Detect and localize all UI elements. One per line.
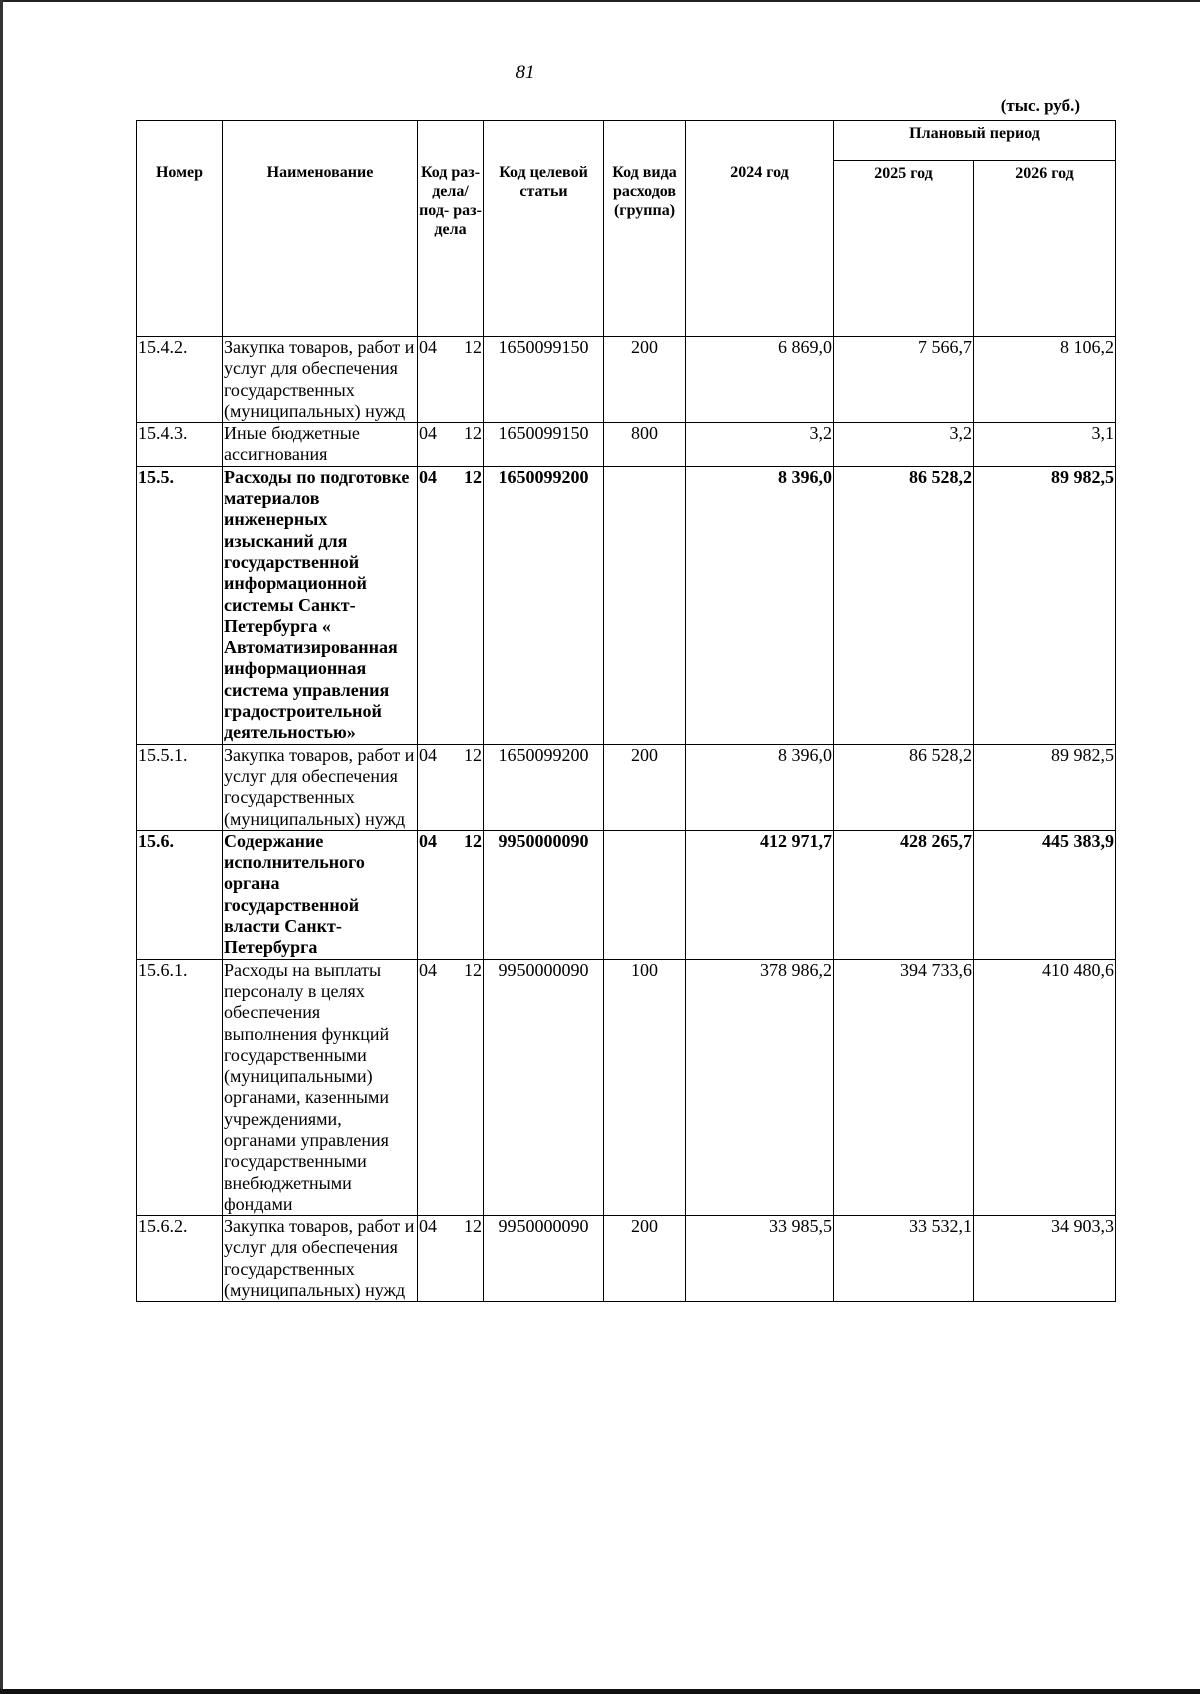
row-amount-2025: 394 733,6 bbox=[834, 959, 974, 1216]
row-amount-2025: 86 528,2 bbox=[834, 466, 974, 744]
row-amount-2026: 34 903,3 bbox=[974, 1216, 1116, 1302]
row-number: 15.6. bbox=[137, 830, 223, 959]
row-amount-2026: 3,1 bbox=[974, 423, 1116, 467]
table-row bbox=[137, 337, 1116, 423]
row-target-code: 1650099200 bbox=[484, 744, 604, 830]
row-target-code: 9950000090 bbox=[484, 830, 604, 959]
table-row bbox=[137, 744, 1116, 830]
row-amount-2026: 445 383,9 bbox=[974, 830, 1116, 959]
table-row bbox=[137, 423, 1116, 467]
row-expense-type bbox=[604, 466, 686, 744]
section-code: 04 bbox=[419, 423, 437, 444]
header-expense-type: Код вида расходов (группа) bbox=[604, 121, 686, 337]
row-amount-2024: 3,2 bbox=[686, 423, 834, 467]
row-target-code: 1650099200 bbox=[484, 466, 604, 744]
row-amount-2024: 8 396,0 bbox=[686, 744, 834, 830]
row-number: 15.4.2. bbox=[137, 337, 223, 423]
row-expense-type: 100 bbox=[604, 959, 686, 1216]
section-code: 04 bbox=[419, 1216, 437, 1237]
subsection-code: 12 bbox=[464, 337, 482, 357]
header-planned-period: Плановый период bbox=[834, 121, 1116, 161]
scan-border-top bbox=[0, 0, 1200, 2]
row-expense-type: 200 bbox=[604, 337, 686, 423]
row-target-code: 9950000090 bbox=[484, 1216, 604, 1302]
row-expense-type: 200 bbox=[604, 744, 686, 830]
subsection-code: 12 bbox=[464, 830, 482, 851]
header-number: Номер bbox=[137, 121, 223, 337]
subsection-code: 12 bbox=[464, 1216, 482, 1237]
section-code: 04 bbox=[419, 959, 437, 980]
row-amount-2024: 6 869,0 bbox=[686, 337, 834, 423]
row-amount-2025: 428 265,7 bbox=[834, 830, 974, 959]
row-name: Закупка товаров, работ и услуг для обеспечения государственных (муниципальных) нужд bbox=[223, 1216, 418, 1302]
row-expense-type: 200 bbox=[604, 1216, 686, 1302]
header-target-code: Код целевой статьи bbox=[484, 121, 604, 337]
table-body bbox=[137, 337, 1116, 1302]
row-target-code: 1650099150 bbox=[484, 337, 604, 423]
row-name: Иные бюджетные ассигнования bbox=[223, 423, 418, 467]
scan-border-bottom bbox=[0, 1689, 1200, 1694]
table-row bbox=[137, 1216, 1116, 1302]
table-row bbox=[137, 830, 1116, 959]
row-expense-type: 800 bbox=[604, 423, 686, 467]
section-code: 04 bbox=[419, 830, 437, 851]
row-amount-2026: 89 982,5 bbox=[974, 744, 1116, 830]
row-expense-type bbox=[604, 830, 686, 959]
row-target-code: 9950000090 bbox=[484, 959, 604, 1216]
row-amount-2024: 33 985,5 bbox=[686, 1216, 834, 1302]
row-section-code bbox=[418, 959, 484, 1216]
row-name: Закупка товаров, работ и услуг для обеспечения государственных (муниципальных) нужд bbox=[223, 337, 418, 423]
row-name: Расходы на выплаты персоналу в целях обеспечения выполнения функций государственными (муниципальными) органами, казенными учреждениями, органами управления государственными внебюджетными фондами bbox=[223, 959, 418, 1216]
row-name: Закупка товаров, работ и услуг для обеспечения государственных (муниципальных) нужд bbox=[223, 744, 418, 830]
units-label: (тыс. руб.) bbox=[1000, 96, 1080, 115]
row-number: 15.5. bbox=[137, 466, 223, 744]
row-section-code bbox=[418, 337, 484, 423]
table-row bbox=[137, 466, 1116, 744]
header-year-2025: 2025 год bbox=[834, 161, 974, 337]
page-number: 81 bbox=[515, 62, 535, 83]
row-section-code bbox=[418, 466, 484, 744]
section-code: 04 bbox=[419, 466, 437, 487]
row-amount-2025: 7 566,7 bbox=[834, 337, 974, 423]
section-code: 04 bbox=[419, 337, 437, 357]
row-number: 15.5.1. bbox=[137, 744, 223, 830]
row-number: 15.6.2. bbox=[137, 1216, 223, 1302]
row-amount-2025: 3,2 bbox=[834, 423, 974, 467]
row-section-code bbox=[418, 744, 484, 830]
row-number: 15.4.3. bbox=[137, 423, 223, 467]
header-section-code: Код раз- дела/ под- раз- дела bbox=[418, 121, 484, 337]
budget-table bbox=[136, 120, 1116, 1302]
scan-border-left bbox=[0, 0, 3, 1694]
subsection-code: 12 bbox=[464, 744, 482, 765]
subsection-code: 12 bbox=[464, 959, 482, 980]
row-name: Содержание исполнительного органа государственной власти Санкт-Петербурга bbox=[223, 830, 418, 959]
header-year-2026: 2026 год bbox=[974, 161, 1116, 337]
row-amount-2026: 410 480,6 bbox=[974, 959, 1116, 1216]
subsection-code: 12 bbox=[464, 466, 482, 487]
table-row bbox=[137, 959, 1116, 1216]
row-amount-2024: 412 971,7 bbox=[686, 830, 834, 959]
subsection-code: 12 bbox=[464, 423, 482, 444]
row-number: 15.6.1. bbox=[137, 959, 223, 1216]
row-section-code bbox=[418, 830, 484, 959]
header-year-2024: 2024 год bbox=[686, 121, 834, 337]
row-name: Расходы по подготовке материалов инженерных изысканий для государственной информационной системы Санкт-Петербурга « Автоматизированная информационная система управления градостроительной деятельностью» bbox=[223, 466, 418, 744]
row-target-code: 1650099150 bbox=[484, 423, 604, 467]
row-amount-2026: 8 106,2 bbox=[974, 337, 1116, 423]
header-name: Наименование bbox=[223, 121, 418, 337]
row-amount-2024: 8 396,0 bbox=[686, 466, 834, 744]
row-section-code bbox=[418, 423, 484, 467]
row-amount-2025: 33 532,1 bbox=[834, 1216, 974, 1302]
row-amount-2025: 86 528,2 bbox=[834, 744, 974, 830]
row-section-code bbox=[418, 1216, 484, 1302]
row-amount-2024: 378 986,2 bbox=[686, 959, 834, 1216]
row-amount-2026: 89 982,5 bbox=[974, 466, 1116, 744]
section-code: 04 bbox=[419, 744, 437, 765]
